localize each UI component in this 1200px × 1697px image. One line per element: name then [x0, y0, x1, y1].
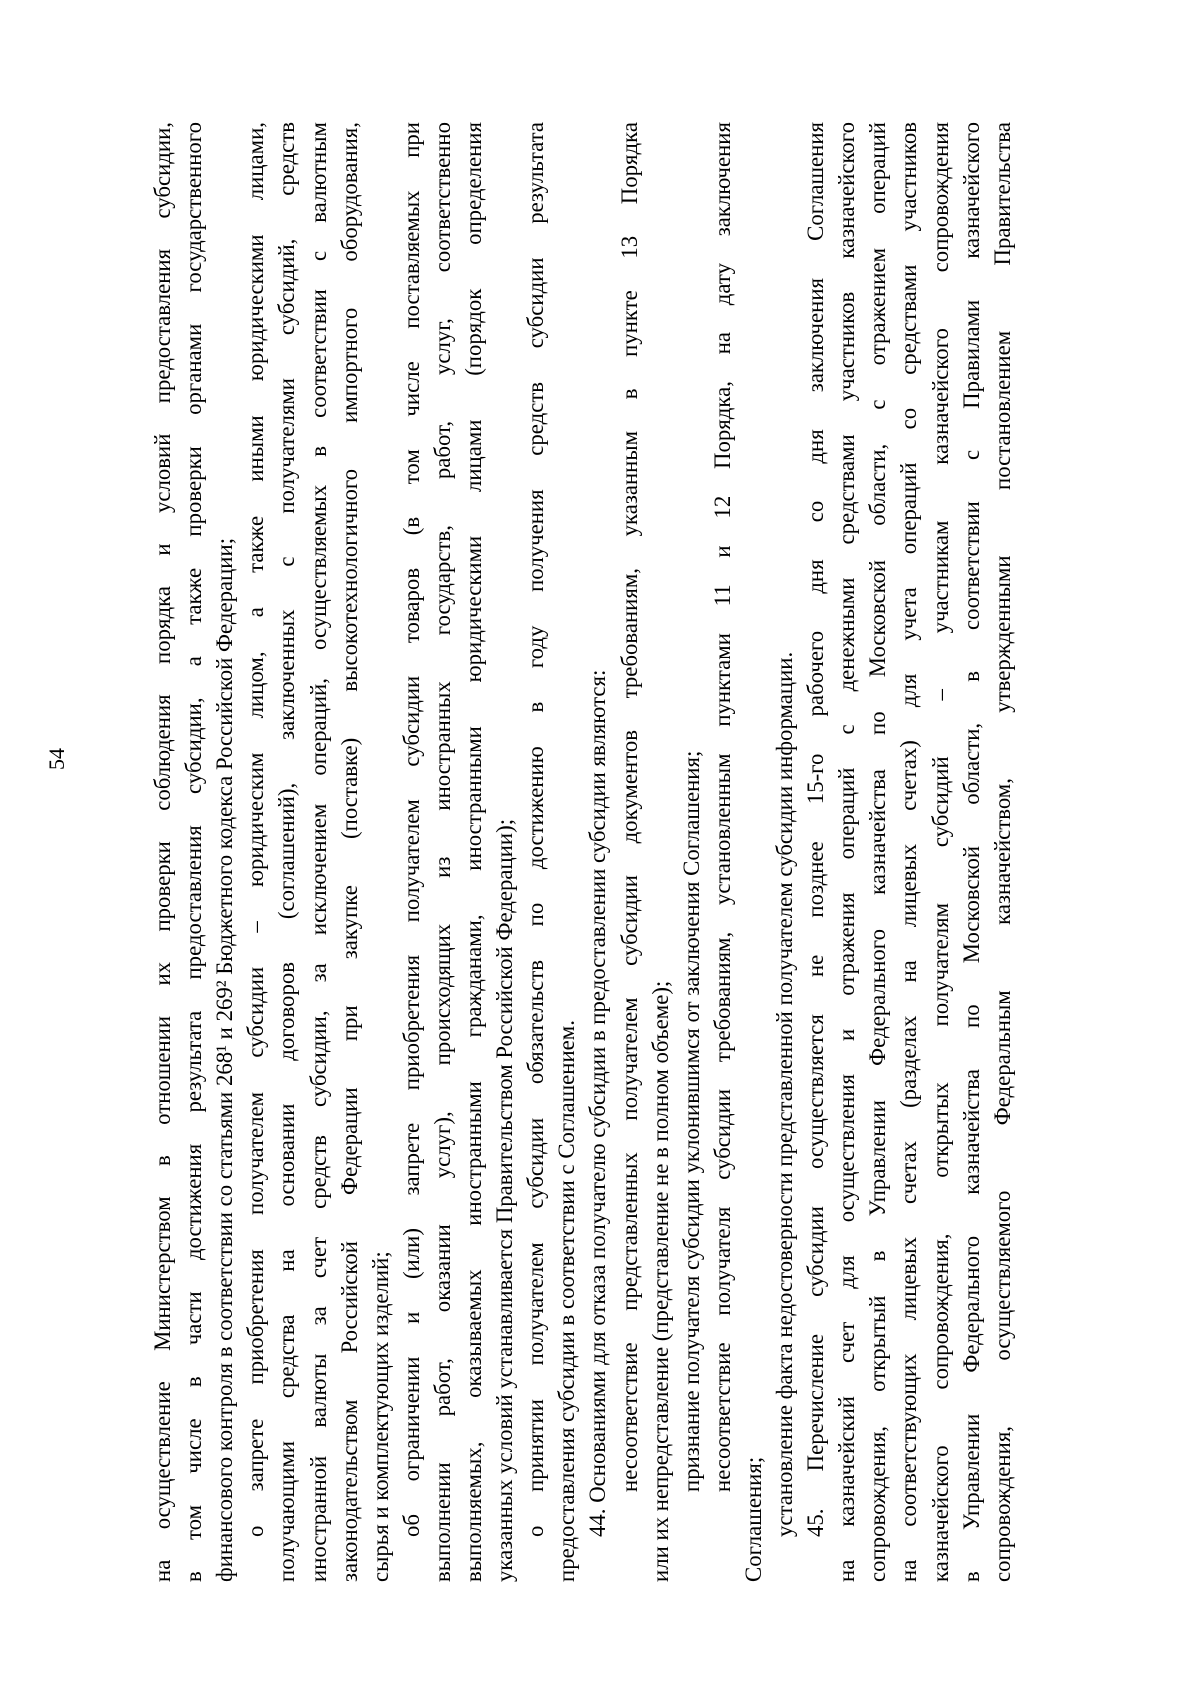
text-line: о принятии получателем субсидии обязательств по достижению в году получения средств субсидии результата	[523, 122, 549, 1537]
text-line: казначейского сопровождения, открытых получателям субсидий – участникам казначейского сопровождения	[927, 122, 953, 1582]
text-line: признание получателя субсидии уклонившимся от заключения Соглашения;	[678, 750, 704, 1492]
rotated-text-body	[148, 122, 1028, 1582]
text-line: в Управлении Федерального казначейства по Московской области, в соответствии с Правилами казначейского	[958, 122, 984, 1582]
text-line: на осуществление Министерством в отношении их проверки соблюдения порядка и условий предоставления субсидии,	[150, 122, 175, 1582]
text-line: на соответствующих лицевых счетах (разделах на лицевых счетах) для учета операций со средствами участников	[896, 122, 922, 1582]
text-line: финансового контроля в соответствии со статьями 268¹ и 269² Бюджетного кодекса Российской Федерации;	[212, 537, 238, 1582]
text-line: выполняемых, оказываемых иностранными гражданами, иностранными юридическими лицами (порядок определения	[461, 122, 486, 1582]
text-line: об ограничении и (или) запрете приобретения получателем субсидии товаров (в том числе поставляемых при	[398, 122, 424, 1537]
text-line: на казначейский счет для осуществления и отражения операций с денежными средствами участников казначейского	[834, 122, 860, 1582]
page-number: 54	[44, 748, 69, 770]
text-line: несоответствие получателя субсидии требованиям, установленным пунктами 11 и 12 Порядка, на дату заключения	[709, 122, 735, 1492]
text-line: выполнении работ, оказании услуг), происходящих из иностранных государств, работ, услуг, соответственно	[429, 122, 455, 1582]
text-line: получающими средства на основании договоров (соглашений), заключенных с получателями субсидий, средств	[274, 122, 300, 1582]
text-line: предоставления субсидии в соответствии с Соглашением.	[554, 1020, 580, 1582]
text-line: иностранной валюты за счет средств субсидии, за исключением операций, осуществляемых в соответствии с валютным	[305, 122, 331, 1582]
text-line: сырья и комплектующих изделий;	[367, 1251, 393, 1582]
text-line: сопровождения, открытый в Управлении Федерального казначейства по Московской области, с отражением операций	[865, 122, 891, 1582]
text-line: сопровождения, осуществляемого Федеральным казначейством, утвержденными постановлением Правительства	[989, 122, 1015, 1582]
text-line: или их непредставление (представление не в полном объеме);	[647, 980, 673, 1582]
text-line: Соглашения;	[740, 1456, 766, 1582]
text-line: указанных условий устанавливается Правительством Российской Федерации);	[492, 818, 518, 1582]
text-line: 45. Перечисление субсидии осуществляется не позднее 15-го рабочего дня со дня заключения Соглашения	[803, 122, 829, 1537]
text-line: несоответствие представленных получателем субсидии документов требованиям, указанным в пункте 13 Порядка	[616, 122, 642, 1492]
text-line: установление факта недостоверности представленной получателем субсидии информации.	[772, 651, 797, 1537]
text-line: в том числе в части достижения результата предоставления субсидии, а также проверки органами государственного	[181, 122, 207, 1582]
text-line: законодательством Российской Федерации при закупке (поставке) высокотехнологичного импортного оборудования,	[336, 122, 362, 1582]
text-line: 44. Основаниями для отказа получателю субсидии в предоставлении субсидии являются:	[585, 669, 611, 1537]
text-line: о запрете приобретения получателем субсидии – юридическим лицом, а также иными юридическими лицами,	[243, 122, 269, 1537]
